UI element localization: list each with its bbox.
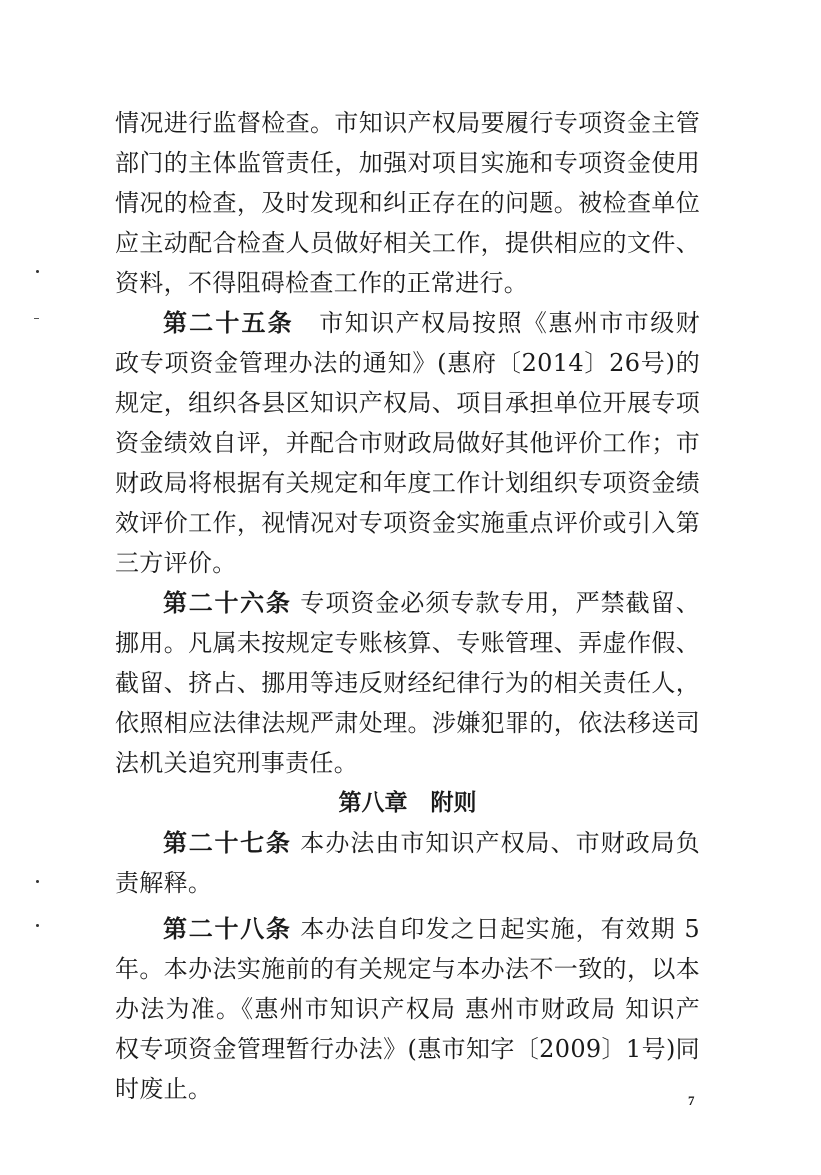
article-27-text: 本办法由市知识产权局、市财政局负责解释。 bbox=[115, 829, 700, 897]
scan-speck bbox=[36, 880, 39, 883]
article-28 bbox=[115, 909, 700, 1109]
article-27 bbox=[115, 823, 700, 903]
article-28-text: 本办法自印发之日起实施，有效期 5 年。本办法实施前的有关规定与本办法不一致的，以本办法为准。《惠州市知识产权局 惠州市财政局 知识产权专项资金管理暂行办法》(惠市知字〔2009〕1号)同时废止。 bbox=[115, 915, 700, 1103]
paragraph-continuation: 情况进行监督检查。市知识产权局要履行专项资金主管部门的主体监管责任，加强对项目实施和专项资金使用情况的检查，及时发现和纠正存在的问题。被检查单位应主动配合检查人员做好相关工作，提供相应的文件、资料，不得阻碍检查工作的正常进行。 bbox=[115, 109, 700, 297]
article-25 bbox=[115, 303, 700, 583]
article-25-title: 第二十五条 bbox=[163, 309, 294, 337]
scan-mark bbox=[34, 318, 39, 319]
document-body bbox=[115, 103, 700, 1109]
chapter-heading: 第八章 附则 bbox=[338, 790, 477, 816]
article-28-title: 第二十八条 bbox=[163, 915, 292, 943]
article-27-title: 第二十七条 bbox=[163, 829, 292, 857]
article-26-title: 第二十六条 bbox=[163, 589, 292, 617]
scan-speck bbox=[36, 270, 39, 273]
article-26 bbox=[115, 583, 700, 783]
page-number: 7 bbox=[688, 1093, 695, 1108]
article-26-text: 专项资金必须专款专用，严禁截留、挪用。凡属未按规定专账核算、专账管理、弄虚作假、截留、挤占、挪用等违反财经纪律行为的相关责任人，依照相应法律法规严肃处理。涉嫌犯罪的，依法移送司法机关追究刑事责任。 bbox=[115, 589, 700, 777]
scan-speck bbox=[36, 924, 39, 927]
article-25-text: 市知识产权局按照《惠州市市级财政专项资金管理办法的通知》(惠府〔2014〕26号)的规定，组织各县区知识产权局、项目承担单位开展专项资金绩效自评，并配合市财政局做好其他评价工作；市财政局将根据有关规定和年度工作计划组织专项资金绩效评价工作，视情况对专项资金实施重点评价或引入第三方评价。 bbox=[115, 309, 700, 577]
